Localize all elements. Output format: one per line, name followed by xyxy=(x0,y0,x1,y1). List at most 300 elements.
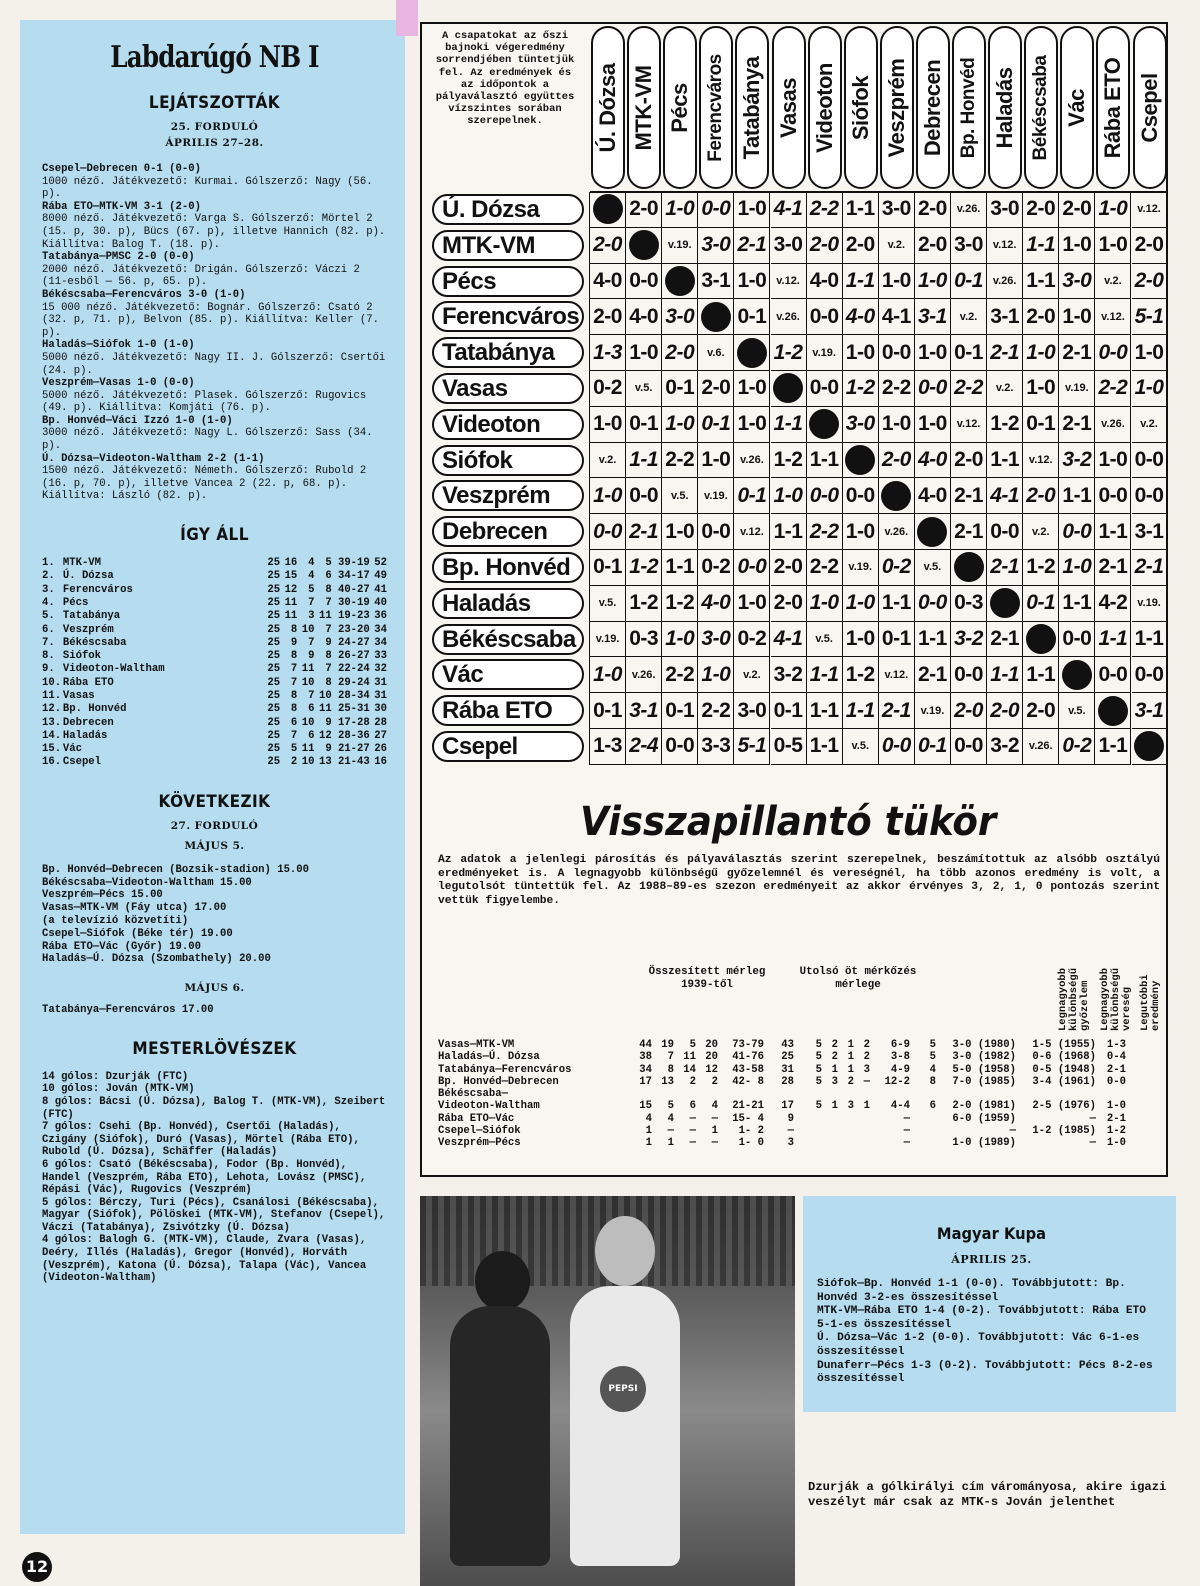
matrix-value: v.5. xyxy=(598,597,617,610)
diagonal-dot xyxy=(1062,660,1092,690)
matrix-value: 1-0 xyxy=(845,626,875,650)
standings-cell: 11 xyxy=(284,596,298,609)
mirror-cell: 42- 8 xyxy=(732,1075,764,1088)
matrix-cell xyxy=(987,335,1023,371)
matrix-cell xyxy=(843,586,879,622)
mirror-cell: 0-6 (1968) xyxy=(1032,1051,1096,1064)
fixture-item: Veszprém—Pécs 15.00 xyxy=(42,889,163,902)
matrix-value: 0-1 xyxy=(773,698,803,722)
matrix-cell xyxy=(662,228,698,264)
matrix-cell xyxy=(771,228,807,264)
matrix-cell xyxy=(915,192,951,228)
matrix-cell xyxy=(626,586,662,622)
shirt-logo: PEPSI xyxy=(600,1366,646,1412)
matrix-value: 2-1 xyxy=(1062,412,1092,436)
mirror-cell xyxy=(652,1088,674,1100)
matrix-cell xyxy=(771,622,807,658)
defender-figure xyxy=(450,1306,550,1566)
matrix-cell xyxy=(987,407,1023,443)
standings-cell: 3. xyxy=(42,583,55,596)
matrix-value: 1-0 xyxy=(881,268,911,292)
result-detail: 8000 néző. Játékvezető: Varga S. Gólszerző: Mörtel 2 (15. p, 30. p), Bücs (67. p), illetve Hannich (82. p). Kiállítva: Balog T. (18. p). xyxy=(42,213,386,251)
standings-cell: 6 xyxy=(290,716,298,729)
matrix-cell xyxy=(879,192,915,228)
standings-cell: 8 xyxy=(290,650,298,663)
standings-cell: Vasas xyxy=(62,690,95,702)
matrix-cell xyxy=(951,228,987,264)
matrix-cell xyxy=(1095,264,1131,300)
mirror-cell: 5 xyxy=(689,1039,696,1051)
standings-cell: Bp. Honvéd xyxy=(62,703,127,716)
matrix-cell xyxy=(915,407,951,443)
matrix-value: 4-1 xyxy=(773,626,803,650)
fixtures-list xyxy=(42,864,387,966)
matrix-cell xyxy=(734,335,770,371)
standings-cell: 16 xyxy=(374,756,387,769)
result-detail: 3000 néző. Játékvezető: Nagy L. Gólszerző: Sass (34. p). xyxy=(42,427,373,453)
mirror-cell xyxy=(764,1088,794,1100)
matrix-cell xyxy=(590,622,626,658)
standings-cell: 5 xyxy=(308,583,315,596)
head-last-five: Utolsó öt mérkőzés mérlege xyxy=(799,966,917,991)
matrix-cell xyxy=(1132,622,1168,658)
matrix-cell xyxy=(843,478,879,514)
matrix-value: 3-3 xyxy=(701,734,731,758)
matrix-value: 0-0 xyxy=(990,519,1020,543)
matrix-cell xyxy=(1059,299,1095,335)
diagonal-dot xyxy=(917,517,947,547)
matrix-cell xyxy=(662,586,698,622)
matrix-cell xyxy=(662,264,698,300)
result-detail: 2000 néző. Játékvezető: Drigán. Gólszerző: Váczi 2 (11-esből — 56. p, 65. p). xyxy=(42,263,360,289)
row-header: Siófok xyxy=(432,445,584,476)
matrix-value: 1-0 xyxy=(845,519,875,543)
matrix-cell xyxy=(662,514,698,550)
matrix-cell xyxy=(915,478,951,514)
matrix-value: 1-0 xyxy=(773,483,803,507)
mirror-cell: 1 xyxy=(831,1100,838,1113)
matrix-value: 2-2 xyxy=(1098,376,1128,400)
matrix-cell xyxy=(626,729,662,765)
matrix-value: 3-1 xyxy=(918,304,947,328)
matrix-cell xyxy=(1095,622,1131,658)
standings-cell: Veszprém xyxy=(62,623,114,636)
mirror-cell xyxy=(1016,1088,1096,1100)
matrix-cell xyxy=(951,586,987,622)
mirror-row xyxy=(438,1088,1126,1100)
mirror-cell xyxy=(794,1125,822,1137)
matrix-cell xyxy=(915,443,951,479)
matrix-value: 0-1 xyxy=(665,698,695,722)
standings-cell: 5 xyxy=(325,557,332,570)
head-biggest-loss: Legnagyobb különbségű vereség xyxy=(1099,967,1133,1031)
matrix-value: 2-0 xyxy=(1026,304,1056,328)
matrix-cell xyxy=(698,550,734,586)
mirror-cell: 4 xyxy=(667,1112,674,1125)
standings-cell: 9 xyxy=(325,743,332,756)
matrix-cell xyxy=(698,371,734,407)
mirror-cell: 1-0 xyxy=(1106,1137,1126,1150)
matrix-cell xyxy=(626,335,662,371)
played-heading: LEJÁTSZOTTÁK xyxy=(148,93,281,113)
standings-cell: 28-36 xyxy=(337,729,370,742)
row-header: Rába ETO xyxy=(432,695,584,726)
column-header-label: Tatabánya xyxy=(739,56,765,159)
matrix-cell xyxy=(662,299,698,335)
scorer-line: 8 gólos: Bácsi (Ú. Dózsa), Balog T. (MTK-VM), Szeibert (FTC) xyxy=(42,1095,386,1121)
mirror-cell: 8 xyxy=(929,1075,936,1088)
matrix-cell xyxy=(951,264,987,300)
standings-cell: 27 xyxy=(374,729,387,742)
matrix-cell xyxy=(1132,371,1168,407)
standings-cell: 25 xyxy=(267,570,281,583)
mirror-cell xyxy=(870,1088,910,1100)
matrix-cell xyxy=(771,693,807,729)
fixture-item: Haladás—Ú. Dózsa (Szombathely) 20.00 xyxy=(42,953,271,966)
matrix-value: 2-0 xyxy=(918,197,947,221)
matrix-grid xyxy=(590,192,1168,765)
matrix-value: 1-1 xyxy=(809,734,839,758)
matrix-cell xyxy=(987,371,1023,407)
fixture-item: (a televízió közvetíti) xyxy=(42,914,189,927)
matrix-value: v.12. xyxy=(1028,453,1053,466)
matrix-cell xyxy=(1095,299,1131,335)
matrix-value: 2-2 xyxy=(881,376,911,400)
matrix-value: v.26. xyxy=(776,310,800,323)
matrix-value: v.2. xyxy=(1140,418,1158,431)
standings-cell: 5 xyxy=(290,743,298,756)
standings-row xyxy=(42,624,387,637)
matrix-value: 1-1 xyxy=(1098,626,1128,650)
mirror-cell: 44 xyxy=(639,1039,652,1051)
standings-heading: ÍGY ÁLL xyxy=(180,525,249,546)
matrix-cell xyxy=(1095,729,1131,765)
matrix-cell xyxy=(1059,407,1095,443)
matrix-value: 1-0 xyxy=(1062,555,1092,579)
standings-cell: 1. xyxy=(42,557,55,570)
mirror-cell: 0-4 xyxy=(1106,1051,1126,1064)
matrix-cell xyxy=(843,407,879,443)
matrix-cell xyxy=(843,550,879,586)
standings-cell: Debrecen xyxy=(62,716,114,729)
matrix-value: 2-0 xyxy=(954,698,983,722)
matrix-value: 0-0 xyxy=(918,591,947,615)
column-header-label: Debrecen xyxy=(919,59,945,156)
matrix-value: v.12. xyxy=(1101,310,1125,323)
standings-row xyxy=(42,730,387,743)
matrix-value: 0-1 xyxy=(918,734,947,758)
standings-cell: 7 xyxy=(325,623,332,636)
matrix-cell xyxy=(1059,514,1095,550)
matrix-value: 1-1 xyxy=(1098,519,1128,543)
matrix-cell xyxy=(698,657,734,693)
matrix-value: 0-0 xyxy=(1134,483,1164,507)
matrix-value: 4-0 xyxy=(593,268,622,292)
matrix-value: 1-0 xyxy=(593,483,622,507)
matrix-value: 0-1 xyxy=(954,268,983,292)
standings-cell: 25 xyxy=(267,676,281,689)
standings-cell: Haladás xyxy=(62,729,108,742)
matrix-value: 0-0 xyxy=(881,734,911,758)
mirror-cell: 34 xyxy=(639,1063,652,1076)
mirror-table xyxy=(438,1039,1126,1150)
matrix-value: 3-2 xyxy=(1062,447,1092,471)
matrix-value: 2-0 xyxy=(629,197,659,221)
standings-cell: 28-34 xyxy=(337,690,370,702)
standings-cell: 11 xyxy=(318,703,332,716)
mirror-cell xyxy=(628,1088,652,1100)
matrix-cell xyxy=(915,228,951,264)
mirror-cell xyxy=(838,1125,854,1137)
standings-cell: 19-23 xyxy=(337,610,370,623)
matrix-cell xyxy=(1095,657,1131,693)
matrix-cell xyxy=(1132,443,1168,479)
mirror-row xyxy=(438,1039,1126,1051)
matrix-value: 1-2 xyxy=(629,555,659,579)
mirror-cell: 15- 4 xyxy=(732,1112,764,1125)
matrix-cell xyxy=(626,693,662,729)
mirror-cell: 1 xyxy=(667,1137,674,1150)
matrix-cell xyxy=(915,550,951,586)
matrix-value: 2-1 xyxy=(881,698,911,722)
column-header xyxy=(988,26,1022,189)
mirror-cell: 2-1 xyxy=(1106,1112,1126,1125)
column-header xyxy=(1024,26,1058,189)
matrix-cell xyxy=(951,371,987,407)
mirror-cell: 12-2 xyxy=(884,1075,910,1088)
matrix-cell xyxy=(1023,586,1059,622)
standings-row xyxy=(42,717,387,730)
mirror-cell: Csepel—Siófok xyxy=(438,1125,521,1138)
diagonal-dot xyxy=(773,373,803,403)
matrix-cell xyxy=(1132,657,1168,693)
mirror-cell: — xyxy=(903,1137,910,1150)
matrix-cell xyxy=(879,657,915,693)
matrix-value: 2-2 xyxy=(954,376,983,400)
matrix-value: v.19. xyxy=(1065,382,1089,395)
standings-cell: Csepel xyxy=(62,756,102,769)
matrix-cell xyxy=(1095,228,1131,264)
matrix-value: 1-2 xyxy=(845,662,875,686)
matrix-cell xyxy=(987,693,1023,729)
mirror-cell xyxy=(910,1125,936,1137)
matrix-cell xyxy=(987,264,1023,300)
matrix-value: v.6. xyxy=(707,346,725,359)
matrix-cell xyxy=(771,657,807,693)
result-item xyxy=(42,415,387,453)
standings-cell: 4 xyxy=(308,557,315,570)
column-header xyxy=(808,26,842,189)
matrix-cell xyxy=(771,335,807,371)
matrix-value: 1-0 xyxy=(665,626,695,650)
matrix-cell xyxy=(626,443,662,479)
matrix-value: 1-2 xyxy=(629,591,659,615)
column-header xyxy=(591,26,625,189)
matrix-cell xyxy=(879,443,915,479)
column-header xyxy=(1133,26,1167,189)
standings-cell: 25 xyxy=(267,756,281,769)
mirror-cell: Veszprém—Pécs xyxy=(438,1137,521,1150)
matrix-cell xyxy=(1023,335,1059,371)
matrix-value: 0-0 xyxy=(809,376,839,400)
standings-row xyxy=(42,743,387,756)
matrix-cell xyxy=(987,550,1023,586)
matrix-cell xyxy=(1059,478,1095,514)
matrix-cell xyxy=(1059,228,1095,264)
matrix-value: 2-0 xyxy=(773,555,803,579)
matrix-cell xyxy=(843,443,879,479)
column-header xyxy=(627,26,661,189)
mirror-cell: — xyxy=(903,1112,910,1125)
matrix-cell xyxy=(879,371,915,407)
result-item xyxy=(42,201,387,251)
mirror-cell xyxy=(838,1113,854,1125)
matrix-cell xyxy=(771,192,807,228)
matrix-cell xyxy=(1059,729,1095,765)
column-header-label: MTK-VM xyxy=(631,65,657,150)
mirror-cell: 2-5 (1976) xyxy=(1032,1100,1096,1113)
matrix-cell xyxy=(951,335,987,371)
matrix-value: 4-1 xyxy=(990,483,1020,507)
matrix-cell xyxy=(698,478,734,514)
standings-cell: Békéscsaba xyxy=(62,636,127,649)
matrix-value: 1-2 xyxy=(665,591,695,615)
result-detail: 5000 néző. Játékvezető: Nagy II. J. Gólszerző: Csertői (24. p). xyxy=(42,351,386,377)
standings-cell: 12 xyxy=(284,583,298,596)
scorer-line: 10 gólos: Jován (MTK-VM) xyxy=(42,1083,195,1096)
matrix-cell xyxy=(807,657,843,693)
matrix-cell xyxy=(987,729,1023,765)
matrix-cell xyxy=(734,407,770,443)
standings-cell: Pécs xyxy=(62,596,89,609)
row-header: Vác xyxy=(432,659,584,690)
standings-cell: 25 xyxy=(267,596,281,609)
mirror-cell: 15 xyxy=(639,1100,652,1113)
matrix-cell xyxy=(1095,586,1131,622)
matrix-value: 1-0 xyxy=(593,662,622,686)
mirror-cell: 2 xyxy=(831,1039,838,1051)
matrix-cell xyxy=(1023,622,1059,658)
matrix-value: 1-2 xyxy=(990,412,1020,436)
standings-row xyxy=(42,584,387,597)
standings-cell: 49 xyxy=(374,570,387,583)
matrix-value: 3-1 xyxy=(629,698,659,722)
mirror-cell: 5 xyxy=(815,1051,822,1064)
result-headline: Ú. Dózsa—Videoton-Waltham 2-2 (1-1) xyxy=(42,452,265,465)
matrix-value: 1-0 xyxy=(737,268,767,292)
column-header xyxy=(772,26,806,189)
matrix-value: v.2. xyxy=(995,382,1014,395)
mirror-cell: — xyxy=(689,1125,696,1138)
matrix-cell xyxy=(915,657,951,693)
standings-cell: 31 xyxy=(374,676,387,689)
matrix-value: 0-0 xyxy=(629,483,659,507)
matrix-cell xyxy=(807,371,843,407)
mirror-cell: Videoton-Waltham xyxy=(438,1100,540,1113)
mirror-cell: — xyxy=(689,1112,696,1125)
column-header-label: Pécs xyxy=(667,82,693,133)
standings-row xyxy=(42,703,387,716)
matrix-cell xyxy=(771,264,807,300)
matrix-cell xyxy=(590,264,626,300)
matrix-value: 2-0 xyxy=(809,233,839,257)
row-header: Haladás xyxy=(432,588,584,619)
matrix-cell xyxy=(1132,264,1168,300)
matrix-value: 1-1 xyxy=(845,197,875,221)
matrix-cell xyxy=(1132,335,1168,371)
matrix-cell xyxy=(1059,192,1095,228)
matrix-cell xyxy=(951,443,987,479)
standings-cell: 7 xyxy=(290,729,298,742)
matrix-cell xyxy=(1095,550,1131,586)
standings-cell: 9 xyxy=(290,636,298,649)
mirror-cell: 2-0 (1981) xyxy=(952,1100,1016,1113)
matrix-value: 0-2 xyxy=(1062,734,1092,758)
matrix-cell xyxy=(1059,622,1095,658)
matrix-value: 1-2 xyxy=(1026,555,1056,579)
column-header xyxy=(663,26,697,189)
matrix-cell xyxy=(1023,550,1059,586)
matrix-value: v.19. xyxy=(812,346,836,359)
matrix-cell xyxy=(662,693,698,729)
matrix-cell xyxy=(1059,371,1095,407)
matrix-cell xyxy=(987,586,1023,622)
standings-cell: 52 xyxy=(374,557,387,570)
matrix-value: 1-1 xyxy=(845,268,875,292)
mirror-cell xyxy=(794,1137,822,1149)
column-header xyxy=(916,26,950,189)
standings-cell: 41 xyxy=(374,583,387,596)
matrix-value: v.12. xyxy=(1137,203,1161,216)
matrix-cell xyxy=(698,443,734,479)
kupa-line: Dunaferr—Pécs 1-3 (0-2). Továbbjutott: Pécs 8-2-es összesítéssel xyxy=(817,1359,1153,1386)
mirror-cell xyxy=(936,1088,1016,1100)
mirror-cell xyxy=(854,1137,870,1149)
matrix-value: 2-1 xyxy=(990,626,1020,650)
matrix-cell xyxy=(698,335,734,371)
standings-cell: 33 xyxy=(374,650,387,663)
row-header: Bp. Honvéd xyxy=(432,552,584,583)
matrix-value: 0-0 xyxy=(918,376,947,400)
standings-cell: MTK-VM xyxy=(62,557,102,570)
matrix-cell xyxy=(662,335,698,371)
column-header-label: Bp. Honvéd xyxy=(958,57,979,158)
matrix-cell xyxy=(771,371,807,407)
decorative-strip xyxy=(396,0,418,36)
standings-cell: 13. xyxy=(42,716,62,729)
matrix-cell xyxy=(879,729,915,765)
matrix-cell xyxy=(662,550,698,586)
player-figure xyxy=(570,1286,680,1566)
matrix-cell xyxy=(662,407,698,443)
standings-row xyxy=(42,650,387,663)
standings-cell: 8 xyxy=(290,690,298,702)
matrix-cell xyxy=(698,264,734,300)
matrix-cell xyxy=(698,622,734,658)
matrix-value: 0-1 xyxy=(737,483,767,507)
standings-cell: 6 xyxy=(308,703,315,716)
result-headline: Haladás—Siófok 1-0 (1-0) xyxy=(42,339,195,352)
matrix-value: 0-0 xyxy=(809,304,839,328)
matrix-value: 0-0 xyxy=(1062,519,1092,543)
standings-cell: Vác xyxy=(62,743,82,756)
mirror-cell: 1-3 xyxy=(1106,1039,1126,1051)
standings-cell: 25-31 xyxy=(337,703,370,716)
column-header-label: Siófok xyxy=(847,75,873,140)
matrix-value: 2-2 xyxy=(809,197,839,221)
mirror-cell: — xyxy=(689,1137,696,1150)
diagonal-dot xyxy=(593,194,623,224)
